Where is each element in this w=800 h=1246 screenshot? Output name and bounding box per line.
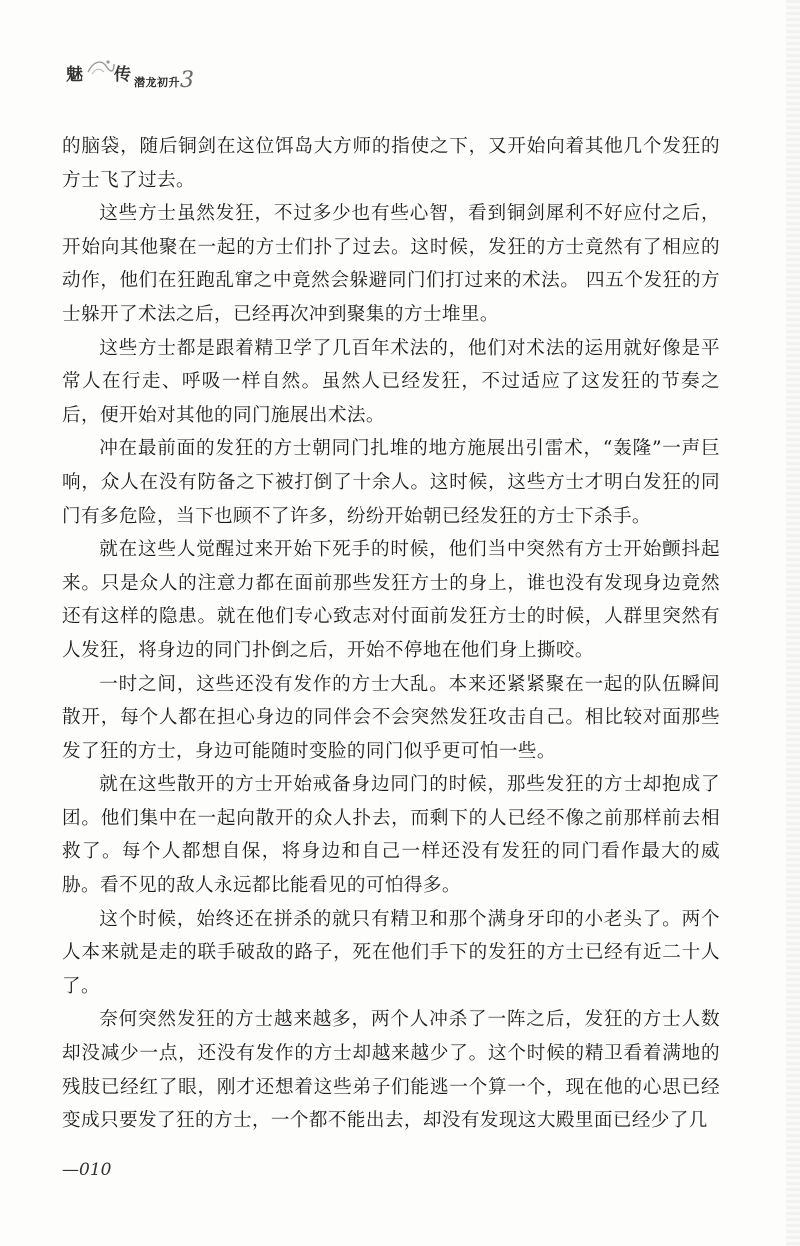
paragraph: 这个时候，始终还在拼杀的就只有精卫和那个满身牙印的小老头了。两个人本来就是走的联手破敌的路子，死在他们手下的发狂的方士已经有近二十人了。: [62, 908, 720, 997]
paragraph: 就在这些人觉醒过来开始下死手的时候，他们当中突然有方士开始颤抖起来。只是众人的注意力都在面前那些发狂方士的身上，谁也没有发现身边竟然还有这样的隐患。就在他们专心致志对付面前发狂方士的时候，人群里突然有人发狂，将身边的同门扑倒之后，开始不停地在他们身上撕咬。: [62, 539, 720, 661]
paragraph: 这些方士虽然发狂，不过多少也有些心智，看到铜剑犀利不好应付之后，开始向其他聚在一起的方士们扑了过去。这时候，发狂的方士竟然有了相应的动作，他们在狂跑乱窜之中竟然会躲避同门们打过来的术法。 四五个发狂的方士躲开了术法之后，已经再次冲到聚集的方士堆里。: [62, 203, 720, 325]
header-title-char-2: 传: [114, 65, 131, 85]
paragraph: 的脑袋，随后铜剑在这位饵岛大方师的指使之下，又开始向着其他几个发狂的方士飞了过去。: [62, 136, 720, 191]
paragraph: 这些方士都是跟着精卫学了几百年术法的，他们对术法的运用就好像是平常人在行走、呼吸一样自然。虽然人已经发狂，不过适应了这发狂的节奏之后，便开始对其他的同门施展出术法。: [62, 337, 720, 426]
header-title-char-1: 魅: [66, 65, 83, 85]
body-text: [62, 130, 720, 1138]
page-edge-shadow: [786, 0, 800, 1246]
paragraph: 一时之间，这些还没有发作的方士大乱。本来还紧紧聚在一起的队伍瞬间散开，每个人都在担心身边的同伴会不会突然发狂攻击自己。相比较对面那些发了狂的方士，身边可能随时变脸的同门似乎更可怕一些。: [62, 673, 720, 762]
header-volume-number: 3: [180, 68, 194, 93]
paragraph: 奈何突然发狂的方士越来越多，两个人冲杀了一阵之后，发狂的方士人数却没减少一点，还没有发作的方士却越来越少了。这个时候的精卫看着满地的残肢已经红了眼，刚才还想着这些弟子们能逃一个算一个，现在他的心思已经变成只要发了狂的方士，一个都不能出去，却没有发现这大殿里面已经少了几: [62, 1009, 720, 1132]
page-number: —010: [62, 1160, 112, 1180]
paragraph: 就在这些散开的方士开始戒备身边同门的时候，那些发狂的方士却抱成了团。他们集中在一起向散开的众人扑去，而剩下的人已经不像之前那样前去相救了。每个人都想自保，将身边和自己一样还没有发狂的同门看作最大的威胁。看不见的敌人永远都比能看见的可怕得多。: [62, 774, 720, 897]
paragraph: 冲在最前面的发狂的方士朝同门扎堆的地方施展出引雷术，“轰隆”一声巨响，众人在没有防备之下被打倒了十余人。这时候，这些方士才明白发狂的同门有多危险，当下也顾不了许多，纷纷开始朝已经发狂的方士下杀手。: [62, 438, 720, 527]
header-subtitle: 潜龙初升: [134, 76, 180, 89]
running-header: [66, 54, 266, 98]
header-ornament-icon: [86, 56, 116, 78]
